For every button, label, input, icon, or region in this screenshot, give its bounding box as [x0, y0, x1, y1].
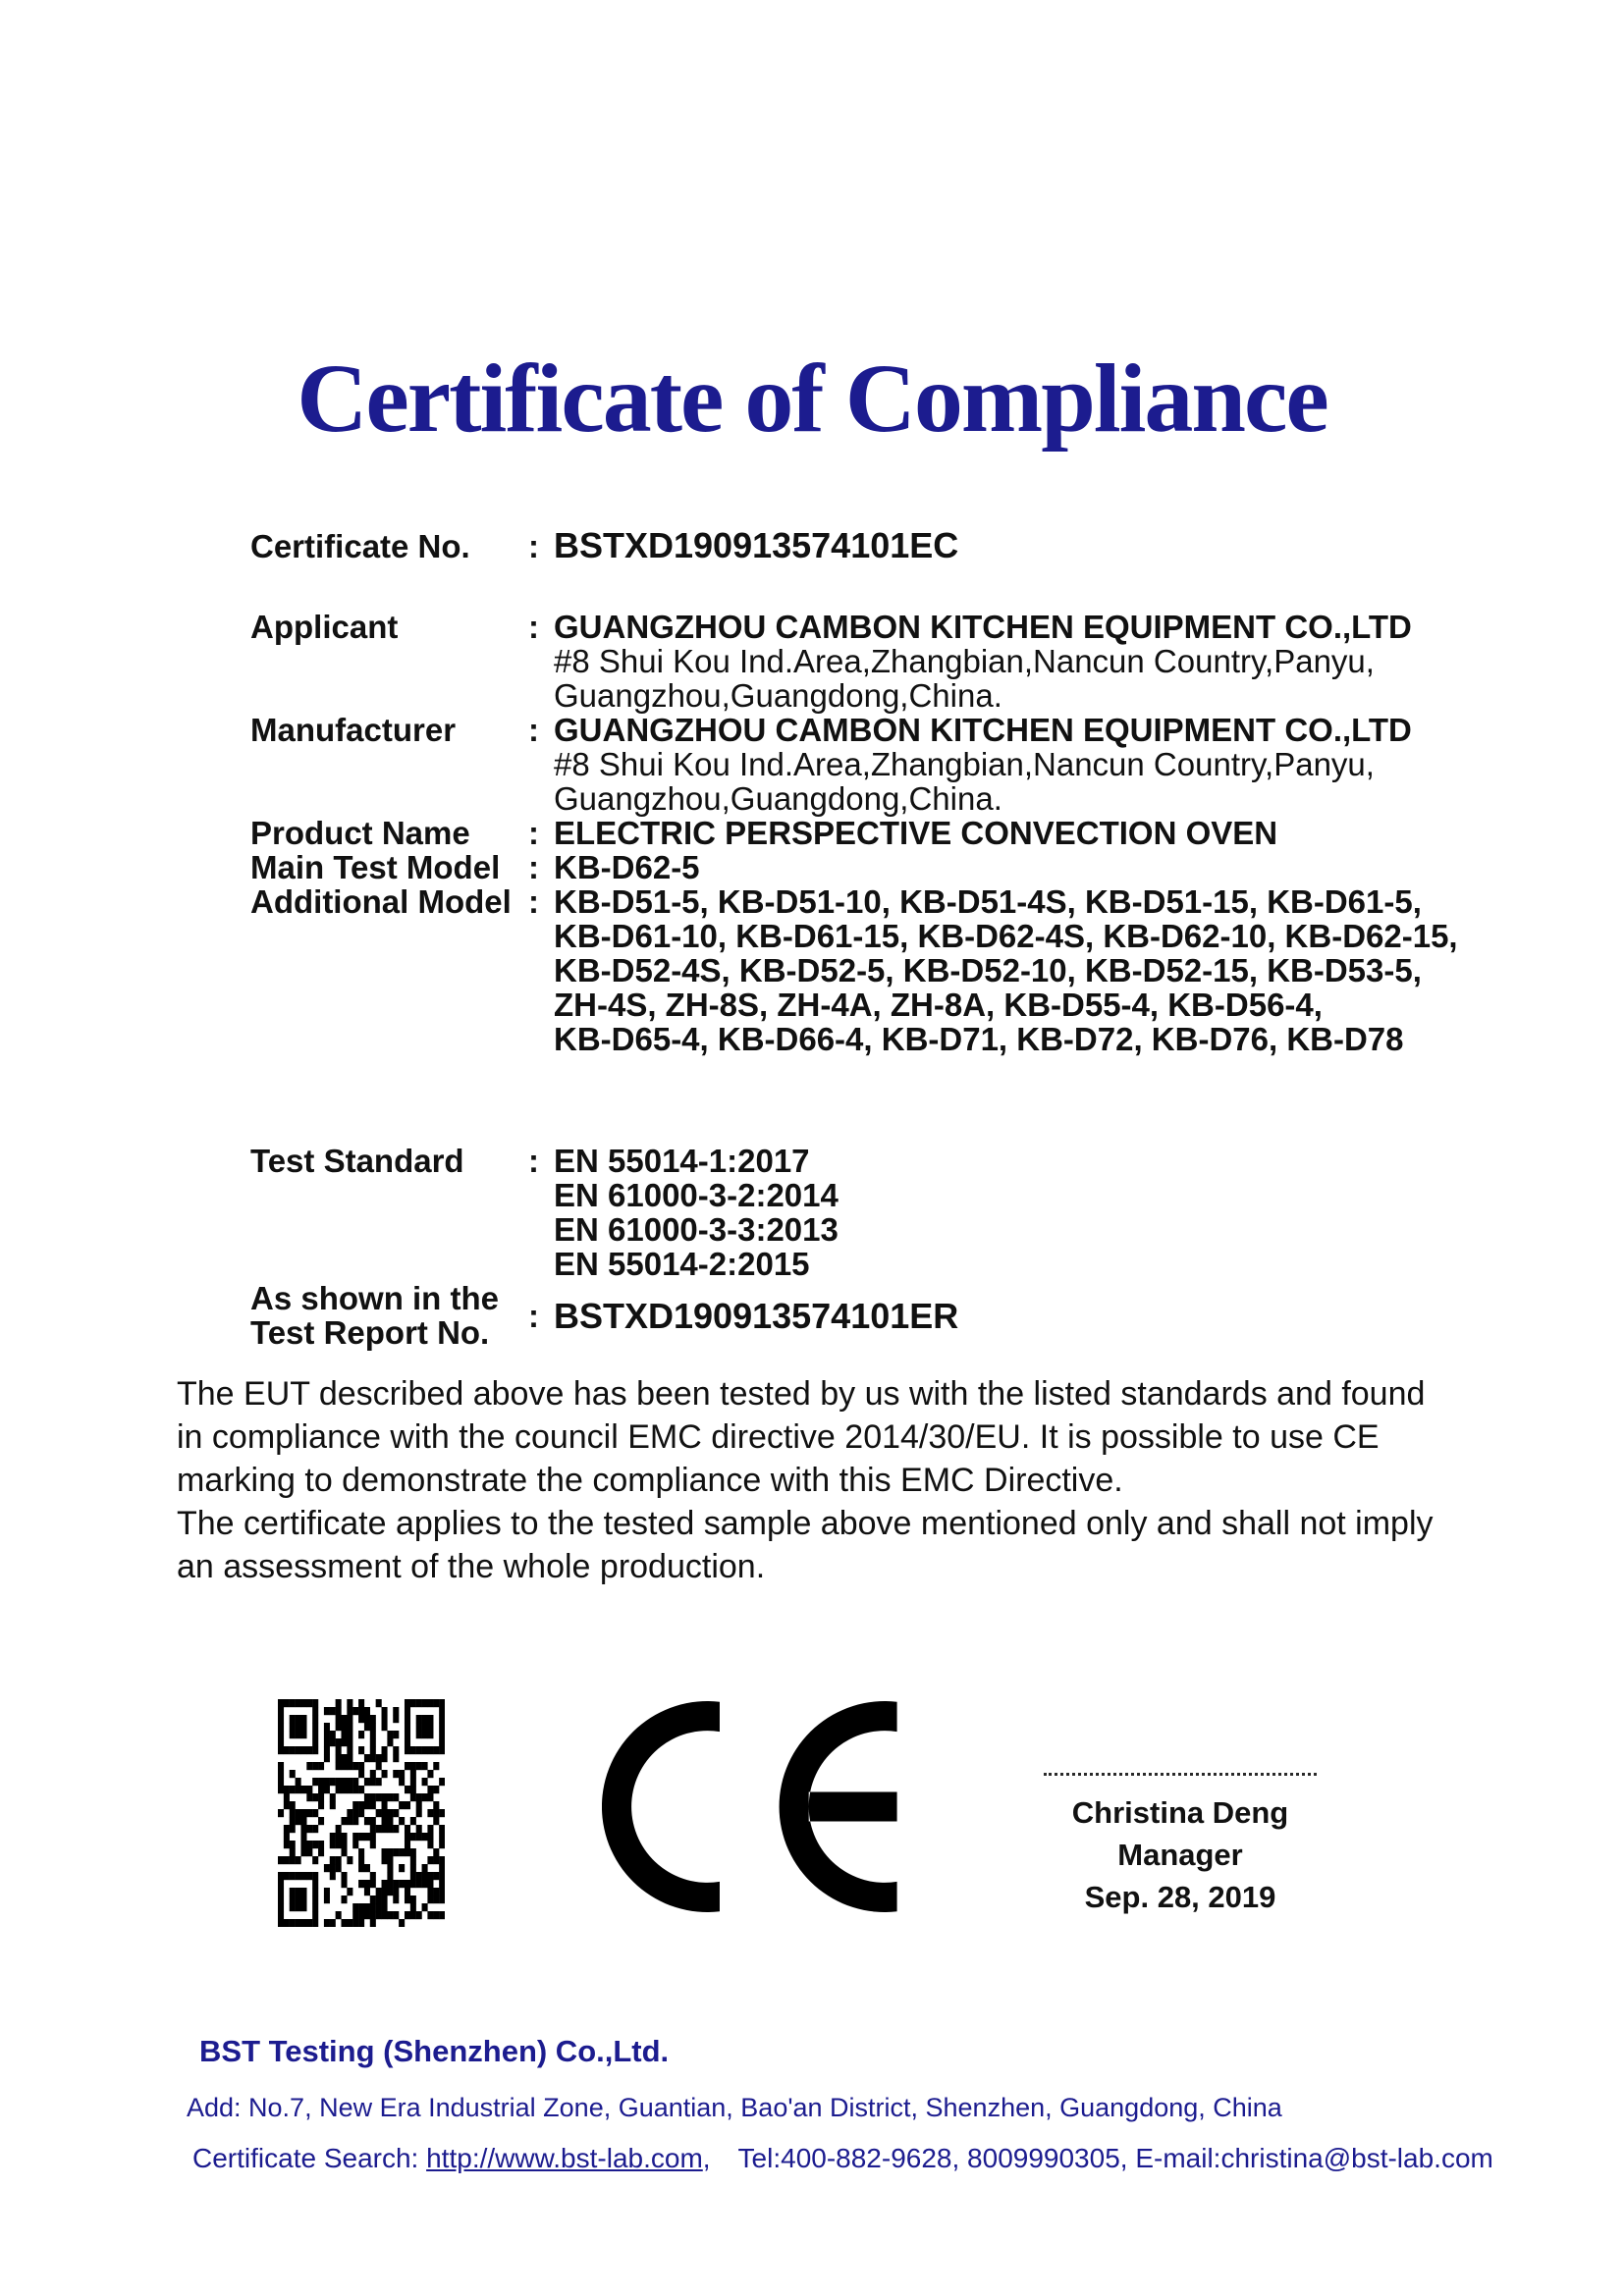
statement-line: an assessment of the whole production.	[177, 1548, 766, 1585]
ce-mark-icon	[602, 1701, 897, 1912]
signature-line	[1044, 1773, 1317, 1776]
additional-model-line: ZH-4S, ZH-8S, ZH-4A, ZH-8A, KB-D55-4, KB-D56-4,	[554, 987, 1323, 1023]
applicant-address-line2: Guangzhou,Guangdong,China.	[554, 677, 1002, 714]
test-report-value: BSTXD190913574101ER	[554, 1295, 959, 1336]
test-standard-item: EN 61000-3-3:2013	[554, 1211, 839, 1248]
compliance-statement	[177, 1372, 1434, 1588]
colon-separator: :	[528, 712, 539, 748]
manufacturer-value	[554, 713, 1412, 816]
page-title: Certificate of Compliance	[297, 344, 1327, 453]
additional-model-label: Additional Model	[250, 883, 512, 920]
product-name-label: Product Name	[250, 815, 470, 851]
colon-separator: :	[528, 609, 539, 645]
test-report-label-line2: Test Report No.	[250, 1314, 490, 1351]
statement-line: The EUT described above has been tested by us with the listed standards and found	[177, 1375, 1426, 1413]
applicant-address-line1: #8 Shui Kou Ind.Area,Zhangbian,Nancun Country,Panyu,	[554, 643, 1375, 679]
ce-letter-c	[602, 1701, 720, 1912]
field-row-manufacturer	[250, 713, 1458, 816]
manufacturer-address-line2: Guangzhou,Guangdong,China.	[554, 780, 1002, 817]
certificate-no-value: BSTXD190913574101EC	[554, 525, 959, 565]
additional-model-line: KB-D65-4, KB-D66-4, KB-D71, KB-D72, KB-D76, KB-D78	[554, 1021, 1404, 1057]
additional-model-value	[554, 884, 1458, 1056]
colon-separator: :	[528, 528, 539, 564]
test-standard-item: EN 55014-1:2017	[554, 1143, 810, 1179]
additional-model-line: KB-D61-10, KB-D61-15, KB-D62-4S, KB-D62-10, KB-D62-15,	[554, 918, 1458, 954]
applicant-label: Applicant	[250, 609, 399, 645]
footer-company-name: BST Testing (Shenzhen) Co.,Ltd.	[199, 2034, 670, 2068]
certificate-search-label: Certificate Search:	[192, 2143, 419, 2173]
test-standard-value	[554, 1144, 839, 1281]
qr-code-icon	[278, 1699, 445, 1927]
colon-separator: :	[528, 849, 539, 885]
test-standard-item: EN 55014-2:2015	[554, 1246, 810, 1282]
test-standard-item: EN 61000-3-2:2014	[554, 1177, 839, 1213]
statement-line: marking to demonstrate the compliance with this EMC Directive.	[177, 1462, 1123, 1499]
field-row-product-name	[250, 816, 1458, 850]
signature-date: Sep. 28, 2019	[1084, 1880, 1276, 1914]
colon-separator: :	[528, 1297, 539, 1334]
field-row-test-report-no	[250, 1281, 1458, 1350]
field-row-additional-model	[250, 884, 1458, 1056]
manufacturer-name: GUANGZHOU CAMBON KITCHEN EQUIPMENT CO.,LTD	[554, 712, 1412, 748]
additional-model-line: KB-D51-5, KB-D51-10, KB-D51-4S, KB-D51-15, KB-D61-5,	[554, 883, 1422, 920]
statement-line: in compliance with the council EMC directive 2014/30/EU. It is possible to use CE	[177, 1418, 1380, 1456]
ce-letter-e	[780, 1701, 897, 1912]
field-row-test-standard	[250, 1144, 1458, 1281]
footer-address: Add: No.7, New Era Industrial Zone, Guantian, Bao'an District, Shenzhen, Guangdong, China	[187, 2093, 1282, 2122]
manufacturer-address-line1: #8 Shui Kou Ind.Area,Zhangbian,Nancun Country,Panyu,	[554, 746, 1375, 782]
statement-line: The certificate applies to the tested sample above mentioned only and shall not imply	[177, 1505, 1434, 1542]
applicant-name: GUANGZHOU CAMBON KITCHEN EQUIPMENT CO.,LTD	[554, 609, 1412, 645]
footer-contact-info: , Tel:400-882-9628, 8009990305, E-mail:christina@bst-lab.com	[702, 2143, 1493, 2173]
test-report-label	[250, 1281, 528, 1350]
field-row-certificate-no	[250, 525, 1458, 565]
footer-contact-line	[192, 2143, 1493, 2174]
certificate-search-link[interactable]: http://www.bst-lab.com	[426, 2143, 703, 2173]
main-test-model-value: KB-D62-5	[554, 849, 700, 885]
additional-model-line: KB-D52-4S, KB-D52-5, KB-D52-10, KB-D52-15, KB-D53-5,	[554, 952, 1422, 988]
colon-separator: :	[528, 883, 539, 920]
certificate-no-label: Certificate No.	[250, 528, 470, 564]
certificate-fields	[250, 525, 1458, 1351]
test-standard-label: Test Standard	[250, 1143, 464, 1179]
product-name-value: ELECTRIC PERSPECTIVE CONVECTION OVEN	[554, 815, 1278, 851]
manufacturer-label: Manufacturer	[250, 712, 457, 748]
field-row-applicant	[250, 610, 1458, 713]
signatory-role: Manager	[1117, 1838, 1243, 1872]
field-row-main-test-model	[250, 850, 1458, 884]
colon-separator: :	[528, 1143, 539, 1179]
test-report-label-line1: As shown in the	[250, 1280, 500, 1316]
main-test-model-label: Main Test Model	[250, 849, 501, 885]
ce-mark-glyphs	[602, 1701, 897, 1912]
signatory-name: Christina Deng	[1071, 1795, 1289, 1830]
colon-separator: :	[528, 815, 539, 851]
signature-block	[1009, 1773, 1351, 1918]
applicant-value	[554, 610, 1412, 713]
